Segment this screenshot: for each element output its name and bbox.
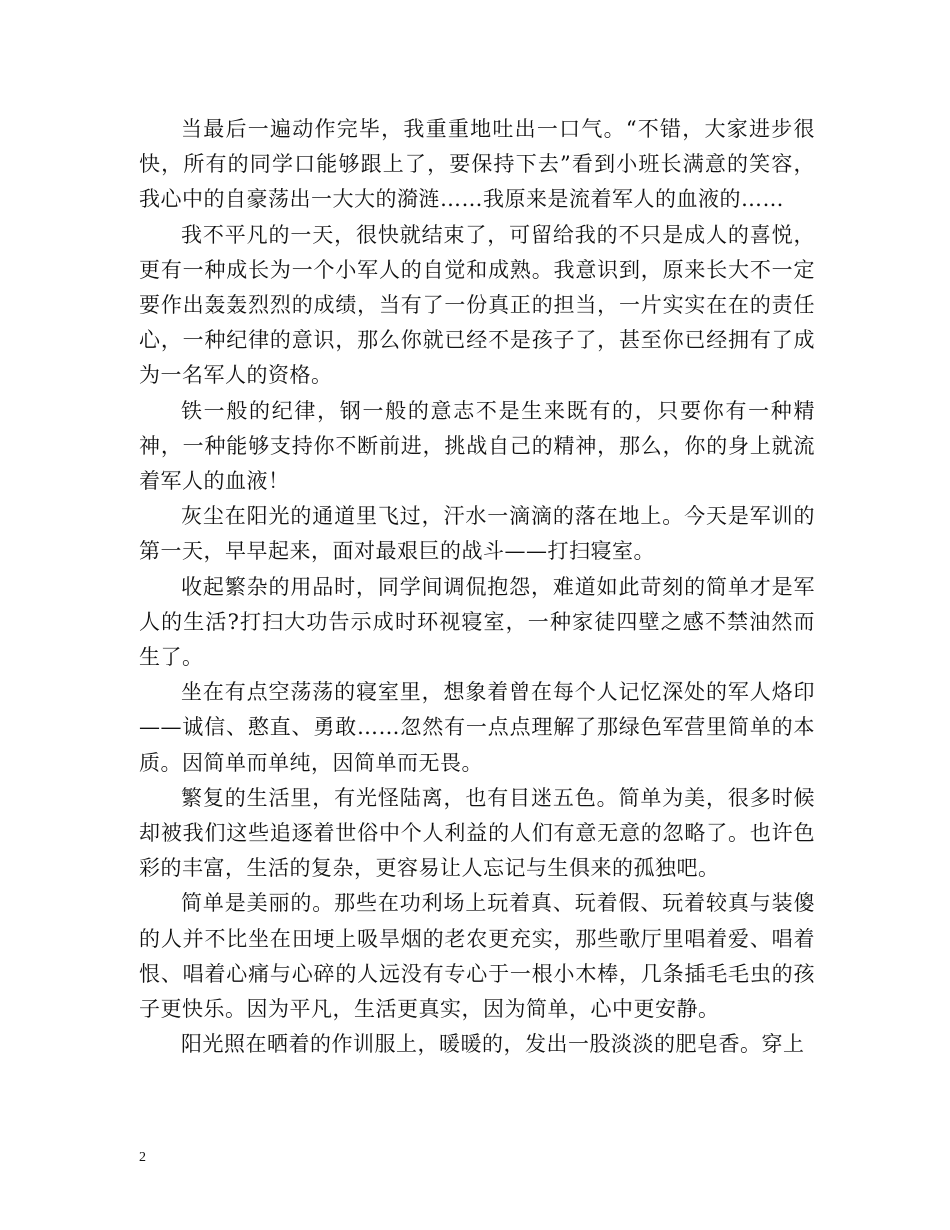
paragraph-8: 简单是美丽的。那些在功利场上玩着真、玩着假、玩着较真与装傻的人并不比坐在田埂上吸旱烟的老农更充实，那些歌厅里唱着爱、唱着恨、唱着心痛与心碎的人远没有专心于一根小木棒，几条插毛毛虫的孩子更快乐。因为平凡，生活更真实，因为简单，心中更安静。	[139, 891, 815, 1022]
paragraph-5: 收起繁杂的用品时，同学间调侃抱怨，难道如此苛刻的简单才是军人的生活?打扫大功告示成时环视寝室，一种家徒四壁之感不禁油然而生了。	[139, 574, 815, 670]
page-number: 2	[139, 1150, 146, 1165]
paragraph-6: 坐在有点空荡荡的寝室里，想象着曾在每个人记忆深处的军人烙印——诚信、憨直、勇敢……忽然有一点点理解了那绿色军营里简单的本质。因简单而单纯，因简单而无畏。	[139, 680, 815, 775]
body-text	[139, 112, 815, 1062]
paragraph-2: 我不平凡的一天，很快就结束了，可留给我的不只是成人的喜悦，更有一种成长为一个小军人的自觉和成熟。我意识到，原来长大不一定要作出轰轰烈烈的成绩，当有了一份真正的担当，一片实实在在的责任心，一种纪律的意识，那么你就已经不是孩子了，甚至你已经拥有了成为一名军人的资格。	[139, 222, 815, 388]
paragraph-9: 阳光照在晒着的作训服上，暖暖的，发出一股淡淡的肥皂香。穿上	[181, 1032, 805, 1057]
paragraph-7: 繁复的生活里，有光怪陆离，也有目迷五色。简单为美，很多时候却被我们这些追逐着世俗中个人利益的人们有意无意的忽略了。也许色彩的丰富，生活的复杂，更容易让人忘记与生俱来的孤独吧。	[139, 785, 815, 881]
paragraph-4: 灰尘在阳光的通道里飞过，汗水一滴滴的落在地上。今天是军训的第一天，早早起来，面对最艰巨的战斗——打扫寝室。	[139, 504, 815, 564]
paragraph-1: 当最后一遍动作完毕，我重重地吐出一口气。“不错，大家进步很快，所有的同学口能够跟上了，要保持下去”看到小班长满意的笑容，我心中的自豪荡出一大大的漪涟……我原来是流着军人的血液的……	[139, 117, 815, 212]
paragraph-3: 铁一般的纪律，钢一般的意志不是生来既有的，只要你有一种精神，一种能够支持你不断前进，挑战自己的精神，那么，你的身上就流着军人的血液！	[139, 398, 815, 494]
